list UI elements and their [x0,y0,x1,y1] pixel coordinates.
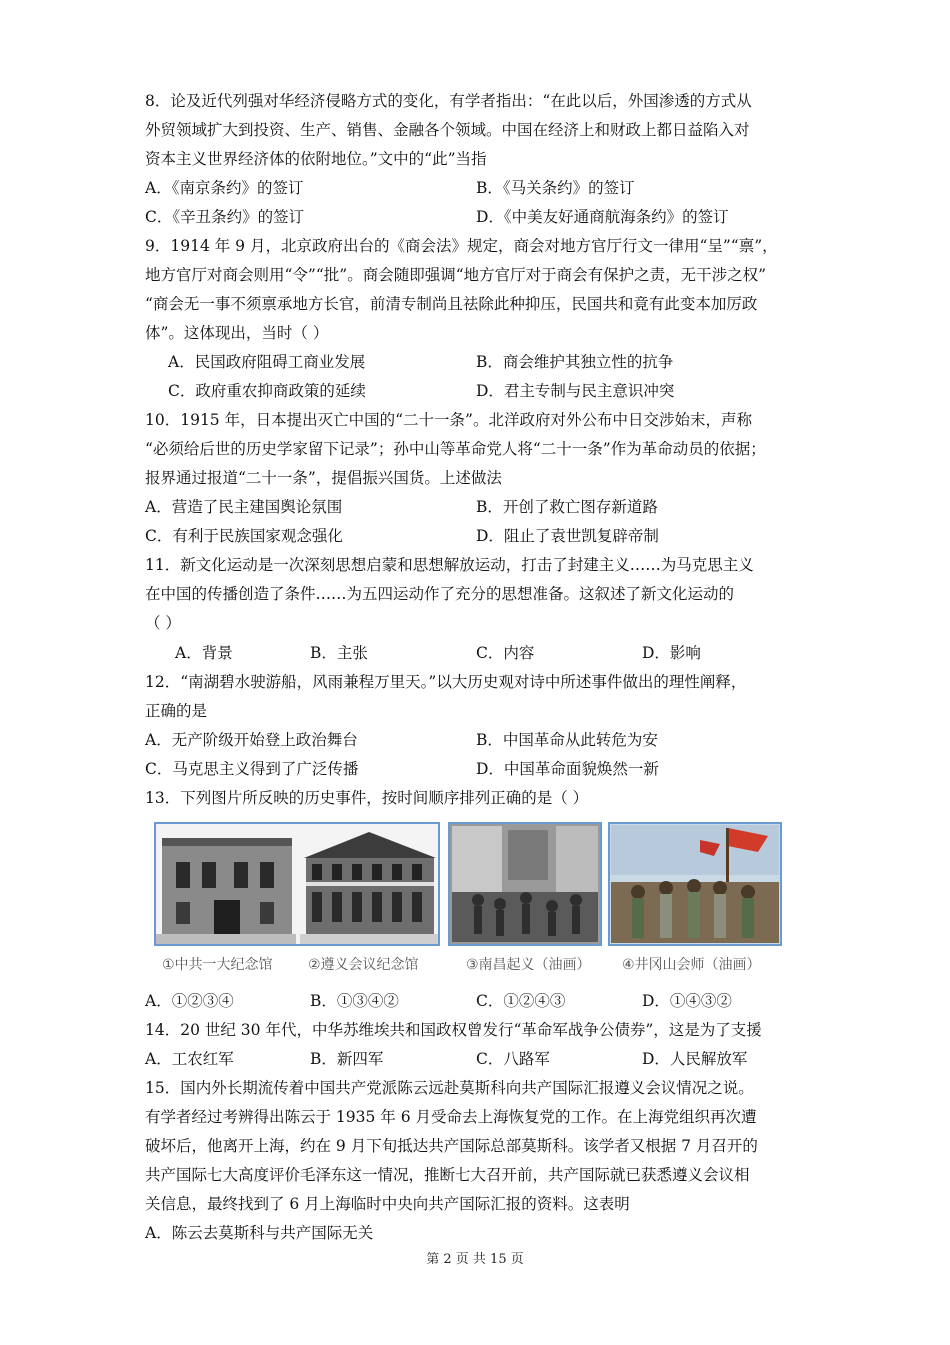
q9-option-c: C．政府重农抑商政策的延续 [168,382,366,400]
jinggangshan-meeting-painting [608,822,782,946]
q13-caption-3: ③南昌起义（油画） [466,957,591,973]
q11-option-c: C．内容 [476,644,535,662]
q15-line-4: 共产国际七大高度评价毛泽东这一情况，推断七大召开前，共产国际就已获悉遵义会议相 [145,1166,750,1184]
q13-picture-1-2 [154,822,440,946]
q10-option-a: A．营造了民主建国舆论氛围 [145,498,343,516]
q12-option-d: D．中国革命面貌焕然一新 [476,760,659,778]
q13-picture-strip [152,822,812,982]
q8-option-a: A．《南京条约》的签订 [145,179,304,197]
q13-option-c: C．①②④③ [476,992,566,1010]
q13-option-d: D．①④③② [642,992,732,1010]
q8-option-b: B．《马关条约》的签订 [476,179,635,197]
q12-option-a: A．无产阶级开始登上政治舞台 [145,731,358,749]
q15-line-3: 破坏后，他离开上海，约在 9 月下旬抵达共产国际总部莫斯科。该学者又根据 7 月召开的 [145,1137,758,1155]
q15-line-2: 有学者经过考辨得出陈云于 1935 年 6 月受命去上海恢复党的工作。在上海党组织再次遭 [145,1108,757,1126]
page-number-footer: 第 2 页 共 15 页 [426,1252,524,1267]
q10-line-3: 报界通过报道“二十一条”，提倡振兴国货。上述做法 [145,469,502,487]
q8-line-2: 外贸领域扩大到投资、生产、销售、金融各个领域。中国在经济上和财政上都日益陷入对 [145,121,750,139]
q10-option-c: C．有利于民族国家观念强化 [145,527,343,545]
q9-option-b: B．商会维护其独立性的抗争 [476,353,674,371]
q8-option-c: C．《辛丑条约》的签订 [145,208,305,226]
q13-picture-4 [608,822,782,946]
q14-option-d: D．人民解放军 [642,1050,748,1068]
q9-option-d: D．君主专制与民主意识冲突 [476,382,675,400]
q15-option-a: A．陈云去莫斯科与共产国际无关 [145,1224,374,1242]
q11-option-a: A．背景 [175,644,233,662]
q11-option-b: B．主张 [310,644,368,662]
nanchang-uprising-painting [448,822,602,946]
q8-line-3: 资本主义世界经济体的依附地位。”文中的“此”当指 [145,150,487,168]
q13-line-1: 13．下列图片所反映的历史事件，按时间顺序排列正确的是（ ） [145,789,589,807]
q11-line-3: （ ） [145,614,181,632]
q10-option-d: D．阻止了袁世凯复辟帝制 [476,527,659,545]
q9-line-1: 9．1914 年 9 月，北京政府出台的《商会法》规定，商会对地方官厅行文一律用“呈”“禀”， [145,237,778,255]
q9-option-a: A．民国政府阻碍工商业发展 [168,353,366,371]
q8-option-d: D．《中美友好通商航海条约》的签订 [476,208,729,226]
memorial-halls-photo [154,822,440,946]
q9-line-4: 体”。这体现出，当时（ ） [145,324,329,342]
q10-option-b: B．开创了救亡图存新道路 [476,498,658,516]
q9-line-2: 地方官厅对商会则用“令”“批”。商会随即强调“地方官厅对于商会有保护之责，无干涉之权” [145,266,767,284]
q15-line-5: 关信息，最终找到了 6 月上海临时中央向共产国际汇报的资料。这表明 [145,1195,630,1213]
q15-line-1: 15．国内外长期流传着中国共产党派陈云远赴莫斯科向共产国际汇报遵义会议情况之说。 [145,1079,754,1097]
q14-option-a: A．工农红军 [145,1050,234,1068]
q13-picture-3 [448,822,602,946]
q14-line-1: 14．20 世纪 30 年代，中华苏维埃共和国政权曾发行“革命军战争公债券”，这是为了支援 [145,1021,762,1039]
q9-line-3: “商会无一事不须禀承地方长官，前清专制尚且祛除此种抑压，民国共和竟有此变本加厉政 [145,295,758,313]
q12-option-c: C．马克思主义得到了广泛传播 [145,760,359,778]
q13-option-b: B．①③④② [310,992,399,1010]
q14-option-b: B．新四军 [310,1050,384,1068]
q11-line-2: 在中国的传播创造了条件……为五四运动作了充分的思想准备。这叙述了新文化运动的 [145,585,735,603]
q10-line-1: 10．1915 年，日本提出灭亡中国的“二十一条”。北洋政府对外公布中日交涉始末，声称 [145,411,752,429]
q12-line-1: 12．“南湖碧水驶游船，风雨兼程万里天。”以大历史观对诗中所述事件做出的理性阐释， [145,673,747,691]
q11-option-d: D．影响 [642,644,701,662]
q10-line-2: “必须给后世的历史学家留下记录”；孙中山等革命党人将“二十一条”作为革命动员的依据； [145,440,766,458]
q11-line-1: 11．新文化运动是一次深刻思想启蒙和思想解放运动，打击了封建主义……为马克思主义 [145,556,754,574]
q14-option-c: C．八路军 [476,1050,550,1068]
q12-option-b: B．中国革命从此转危为安 [476,731,658,749]
q8-line-1: 8．论及近代列强对华经济侵略方式的变化，有学者指出：“在此以后，外国渗透的方式从 [145,92,752,110]
q13-caption-2: ②遵义会议纪念馆 [308,957,419,973]
q13-option-a: A．①②③④ [145,992,234,1010]
q13-caption-1: ①中共一大纪念馆 [162,957,273,973]
q12-line-2: 正确的是 [145,702,208,720]
q13-caption-4: ④井冈山会师（油画） [622,957,761,973]
